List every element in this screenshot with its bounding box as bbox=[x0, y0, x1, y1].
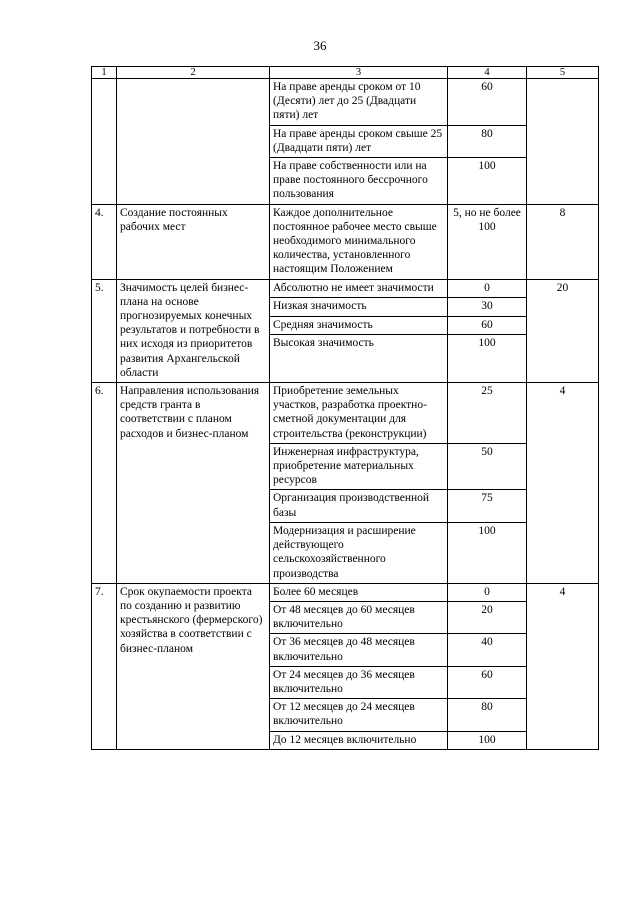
option-points: 100 bbox=[448, 522, 527, 583]
option-points: 100 bbox=[448, 731, 527, 749]
option-points: 60 bbox=[448, 316, 527, 334]
criterion-name: Направления использования средств гранта в соответствии с планом расходов и бизнес-планом bbox=[117, 383, 270, 584]
table-row bbox=[92, 79, 599, 126]
column-number: 4 bbox=[448, 67, 527, 79]
option-text: Инженерная инфраструктура, приобретение материальных ресурсов bbox=[270, 443, 448, 490]
option-points: 0 bbox=[448, 583, 527, 601]
column-number: 3 bbox=[270, 67, 448, 79]
option-text: От 12 месяцев до 24 месяцев включительно bbox=[270, 699, 448, 731]
option-text: Абсолютно не имеет значимости bbox=[270, 279, 448, 297]
criterion-weight bbox=[527, 79, 599, 205]
option-points: 100 bbox=[448, 335, 527, 383]
option-text: Приобретение земельных участков, разработка проектно-сметной документации для строительства (реконструкции) bbox=[270, 383, 448, 444]
option-text: От 24 месяцев до 36 месяцев включительно bbox=[270, 666, 448, 698]
option-text: На праве собственности или на праве постоянного бессрочного пользования bbox=[270, 158, 448, 205]
option-text: От 48 месяцев до 60 месяцев включительно bbox=[270, 601, 448, 633]
option-points: 75 bbox=[448, 490, 527, 522]
option-text: Более 60 месяцев bbox=[270, 583, 448, 601]
criterion-name: Значимость целей бизнес-плана на основе прогнозируемых конечных результатов и потребности в них исходя из приоритетов развития Архангельской области bbox=[117, 279, 270, 382]
option-text: Высокая значимость bbox=[270, 335, 448, 383]
criterion-number: 7. bbox=[92, 583, 117, 749]
option-points: 25 bbox=[448, 383, 527, 444]
option-text: До 12 месяцев включительно bbox=[270, 731, 448, 749]
criterion-weight: 8 bbox=[527, 204, 599, 279]
criterion-number: 5. bbox=[92, 279, 117, 382]
option-text: На праве аренды сроком свыше 25 (Двадцати пяти) лет bbox=[270, 125, 448, 157]
option-points: 0 bbox=[448, 279, 527, 297]
option-points: 40 bbox=[448, 634, 527, 666]
option-text: Каждое дополнительное постоянное рабочее место свыше необходимого минимального количества, установленного настоящим Положением bbox=[270, 204, 448, 279]
option-points: 60 bbox=[448, 666, 527, 698]
criteria-table bbox=[91, 66, 599, 750]
criterion-number: 4. bbox=[92, 204, 117, 279]
column-numbers-row bbox=[92, 67, 599, 79]
column-number: 2 bbox=[117, 67, 270, 79]
option-text: От 36 месяцев до 48 месяцев включительно bbox=[270, 634, 448, 666]
table-row bbox=[92, 204, 599, 279]
option-text: Средняя значимость bbox=[270, 316, 448, 334]
table-row bbox=[92, 583, 599, 601]
option-points: 50 bbox=[448, 443, 527, 490]
table-row bbox=[92, 279, 599, 297]
column-number: 5 bbox=[527, 67, 599, 79]
criterion-weight: 20 bbox=[527, 279, 599, 382]
option-points: 100 bbox=[448, 158, 527, 205]
criterion-name: Создание постоянных рабочих мест bbox=[117, 204, 270, 279]
option-points: 5, но не более 100 bbox=[448, 204, 527, 279]
criterion-weight: 4 bbox=[527, 383, 599, 584]
option-text: Низкая значимость bbox=[270, 298, 448, 316]
option-points: 20 bbox=[448, 601, 527, 633]
option-points: 30 bbox=[448, 298, 527, 316]
option-text: Организация производственной базы bbox=[270, 490, 448, 522]
table-row bbox=[92, 383, 599, 444]
criterion-weight: 4 bbox=[527, 583, 599, 749]
criterion-name bbox=[117, 79, 270, 205]
option-points: 60 bbox=[448, 79, 527, 126]
criterion-number: 6. bbox=[92, 383, 117, 584]
option-text: На праве аренды сроком от 10 (Десяти) лет до 25 (Двадцати пяти) лет bbox=[270, 79, 448, 126]
option-text: Модернизация и расширение действующего сельскохозяйственного производства bbox=[270, 522, 448, 583]
option-points: 80 bbox=[448, 125, 527, 157]
page-number: 36 bbox=[313, 38, 327, 53]
option-points: 80 bbox=[448, 699, 527, 731]
column-number: 1 bbox=[92, 67, 117, 79]
criterion-number bbox=[92, 79, 117, 205]
criterion-name: Срок окупаемости проекта по созданию и развитию крестьянского (фермерского) хозяйства в соответствии с бизнес-планом bbox=[117, 583, 270, 749]
